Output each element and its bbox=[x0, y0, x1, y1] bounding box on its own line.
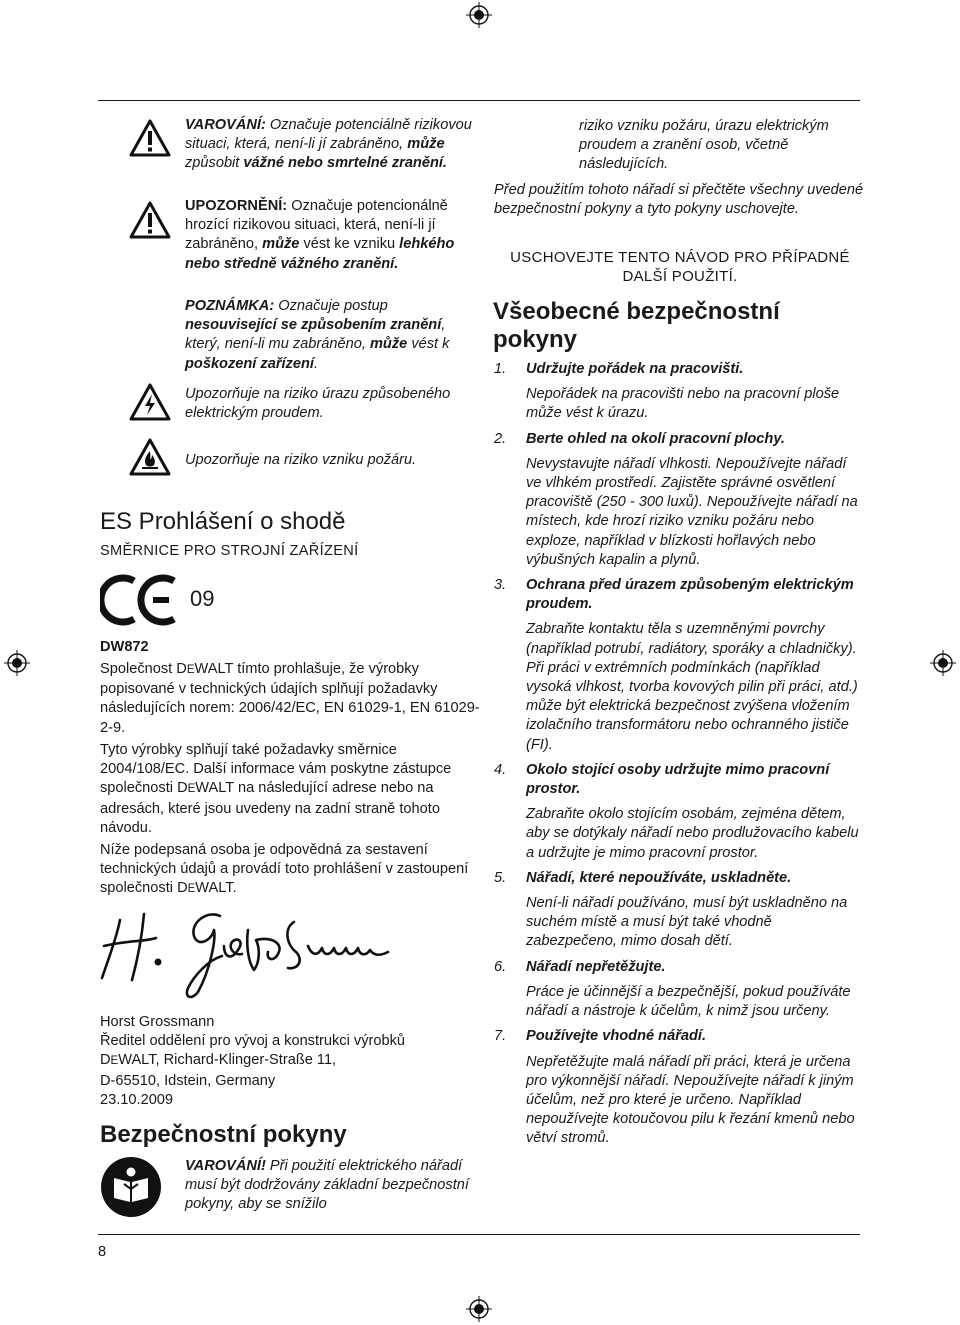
declaration-title: ES Prohlášení o shodě bbox=[100, 508, 346, 535]
read-manual-icon bbox=[100, 1156, 162, 1218]
ce-number: 09 bbox=[190, 586, 215, 611]
keep-manual-text: USCHOVEJTE TENTO NÁVOD PRO PŘÍPADNÉ DALŠÍ POUŽITÍ. bbox=[510, 249, 850, 286]
top-rule bbox=[98, 100, 860, 101]
safety-title: Bezpečnostní pokyny bbox=[100, 1121, 347, 1148]
signer-block bbox=[100, 1013, 480, 1110]
safety-warning-continued: riziko vzniku požáru, úrazu elektrickým proudem a zranění osob, včetně následujících. bbox=[579, 118, 829, 173]
list-item: 2. Berte ohled na okolí pracovní plochy. Nevystavujte nářadí vlhkosti. Nepoužívejte nářadí ve vlhkém prostředí. Zajistěte správné osvětlení pracoviště (250 - 300 luxů). Nepoužívejte nářadí na místech, kde hrozí riziko vzniku požáru nebo exploze, například v blízkosti hořlavých nebo výbušných kapalin a plynů. bbox=[494, 430, 858, 568]
ce-mark-icon bbox=[100, 573, 180, 627]
registration-mark-icon bbox=[4, 650, 30, 676]
read-instructions-text: Před použitím tohoto nářadí si přečtěte všechny uvedené bezpečnostní pokyny a tyto pokyny uschovejte. bbox=[494, 182, 864, 218]
upozorneni-label: UPOZORNĚNÍ: bbox=[185, 198, 288, 214]
page-number: 8 bbox=[98, 1244, 107, 1260]
list-item: 7. Používejte vhodné nářadí. Nepřetěžujte malá nářadí při práci, která je určena pro výkonnější nářadí. Nepoužívejte nářadí k jiným účelům, než pro které je určeno. Například nepoužívejte kotoučovou pilu k řezání kmenů nebo větví stromů. bbox=[494, 1028, 855, 1147]
declaration-paragraph-1: Společnost DEWALT tímto prohlašuje, že výrobky popisované v technických údajích splňují požadavky následujících norem: 2006/42/EC, EN 61029-1, EN 61029-2-9. bbox=[100, 661, 480, 736]
list-item: 5. Nářadí, které nepoužíváte, uskladněte. Není-li nářadí používáno, musí být uskladněno na suchém místě a musí být také vhodně zabezpečeno, mimo dosah dětí. bbox=[494, 869, 848, 950]
signer-role: Ředitel oddělení pro vývoj a konstrukci výrobků bbox=[100, 1033, 406, 1050]
handwritten-signature bbox=[98, 900, 398, 1010]
poznamka-notice: POZNÁMKA: Označuje postup nesouvisející se způsobením zranění, který, není-li mu zabráněno, může vést k poškození zařízení. bbox=[185, 298, 450, 372]
upozorneni-notice: UPOZORNĚNÍ: Označuje potencionálně hrozící rizikovou situaci, která, není-li jí zabráněno, může vést ke vzniku lehkého nebo středně vážného zranění. bbox=[185, 198, 455, 272]
declaration-subtitle: SMĚRNICE PRO STROJNÍ ZAŘÍZENÍ bbox=[100, 543, 359, 559]
list-item: 3. Ochrana před úrazem způsobeným elektrickým proudem. Zabraňte kontaktu těla s uzemněnými povrchy (například potrubí, radiátory, sporáky a chladničky). Při práci v extrémních podmínkách (například vysoká vlhkost, tvorba kovových pilin při práci, atd.) může být elektrická bezpečnost zvýšena vložením izolačního transformátoru nebo ochranného jističe (FI). bbox=[494, 577, 858, 753]
safety-warning: VAROVÁNÍ! Při použití elektrického nářadí musí být dodržovány základní bezpečnostní pokyny, aby se snížilo bbox=[185, 1158, 469, 1213]
list-item: 4. Okolo stojící osoby udržujte mimo pracovní prostor. Zabraňte okolo stojícím osobám, zejména dětem, aby se dotýkaly nářadí nebo prodlužovacího kabelu a udržujte je mimo pracovní prostor. bbox=[494, 761, 859, 861]
declaration-paragraph-2: Tyto výrobky splňují také požadavky směrnice 2004/108/EC. Další informace vám poskytne zástupce společnosti DEWALT na následující adrese nebo na adresách, které jsou uvedeny na zadní straně tohoto návodu. bbox=[100, 742, 452, 836]
registration-mark-icon bbox=[930, 650, 956, 676]
varovani-notice: VAROVÁNÍ: Označuje potenciálně rizikovou situaci, která, není-li jí zabráněno, může způsobit vážné nebo smrtelné zranění. bbox=[185, 117, 472, 172]
declaration-date: 23.10.2009 bbox=[100, 1091, 174, 1108]
caution-triangle-icon bbox=[128, 200, 172, 240]
general-safety-title: Všeobecné bezpečnostní pokyny bbox=[493, 298, 780, 353]
warning-triangle-icon bbox=[128, 118, 172, 158]
safety-warning-label: VAROVÁNÍ! bbox=[185, 1158, 266, 1174]
electric-warning-text: Upozorňuje na riziko úrazu způsobeného elektrickým proudem. bbox=[185, 386, 451, 422]
fire-warning-text: Upozorňuje na riziko vzniku požáru. bbox=[185, 452, 417, 468]
signer-city: D-65510, Idstein, Germany bbox=[100, 1072, 276, 1089]
list-item: 1. Udržujte pořádek na pracovišti. Nepořádek na pracovišti nebo na pracovní ploše může vést k úrazu. bbox=[494, 361, 840, 422]
list-item: 6. Nářadí nepřetěžujte. Práce je účinnější a bezpečnější, pokud používáte nářadí a nástroje k účelům, k nimž jsou určeny. bbox=[494, 958, 851, 1020]
electric-shock-icon bbox=[128, 382, 172, 422]
poznamka-label: POZNÁMKA: bbox=[185, 298, 275, 314]
signer-name: Horst Grossmann bbox=[100, 1014, 215, 1030]
declaration-paragraph-3: Níže podepsaná osoba je odpovědná za sestavení technických údajů a provádí toto prohlášení v zastoupení společnosti DEWALT. bbox=[100, 842, 469, 897]
registration-mark-icon bbox=[466, 1296, 492, 1322]
registration-mark-icon bbox=[466, 2, 492, 28]
safety-rules-list bbox=[494, 360, 864, 1149]
model-number: DW872 bbox=[100, 639, 149, 655]
varovani-label: VAROVÁNÍ: bbox=[185, 117, 266, 133]
bottom-rule bbox=[98, 1234, 860, 1235]
signer-address: DEWALT, Richard-Klinger-Straße 11, bbox=[100, 1052, 337, 1069]
fire-hazard-icon bbox=[128, 437, 172, 477]
